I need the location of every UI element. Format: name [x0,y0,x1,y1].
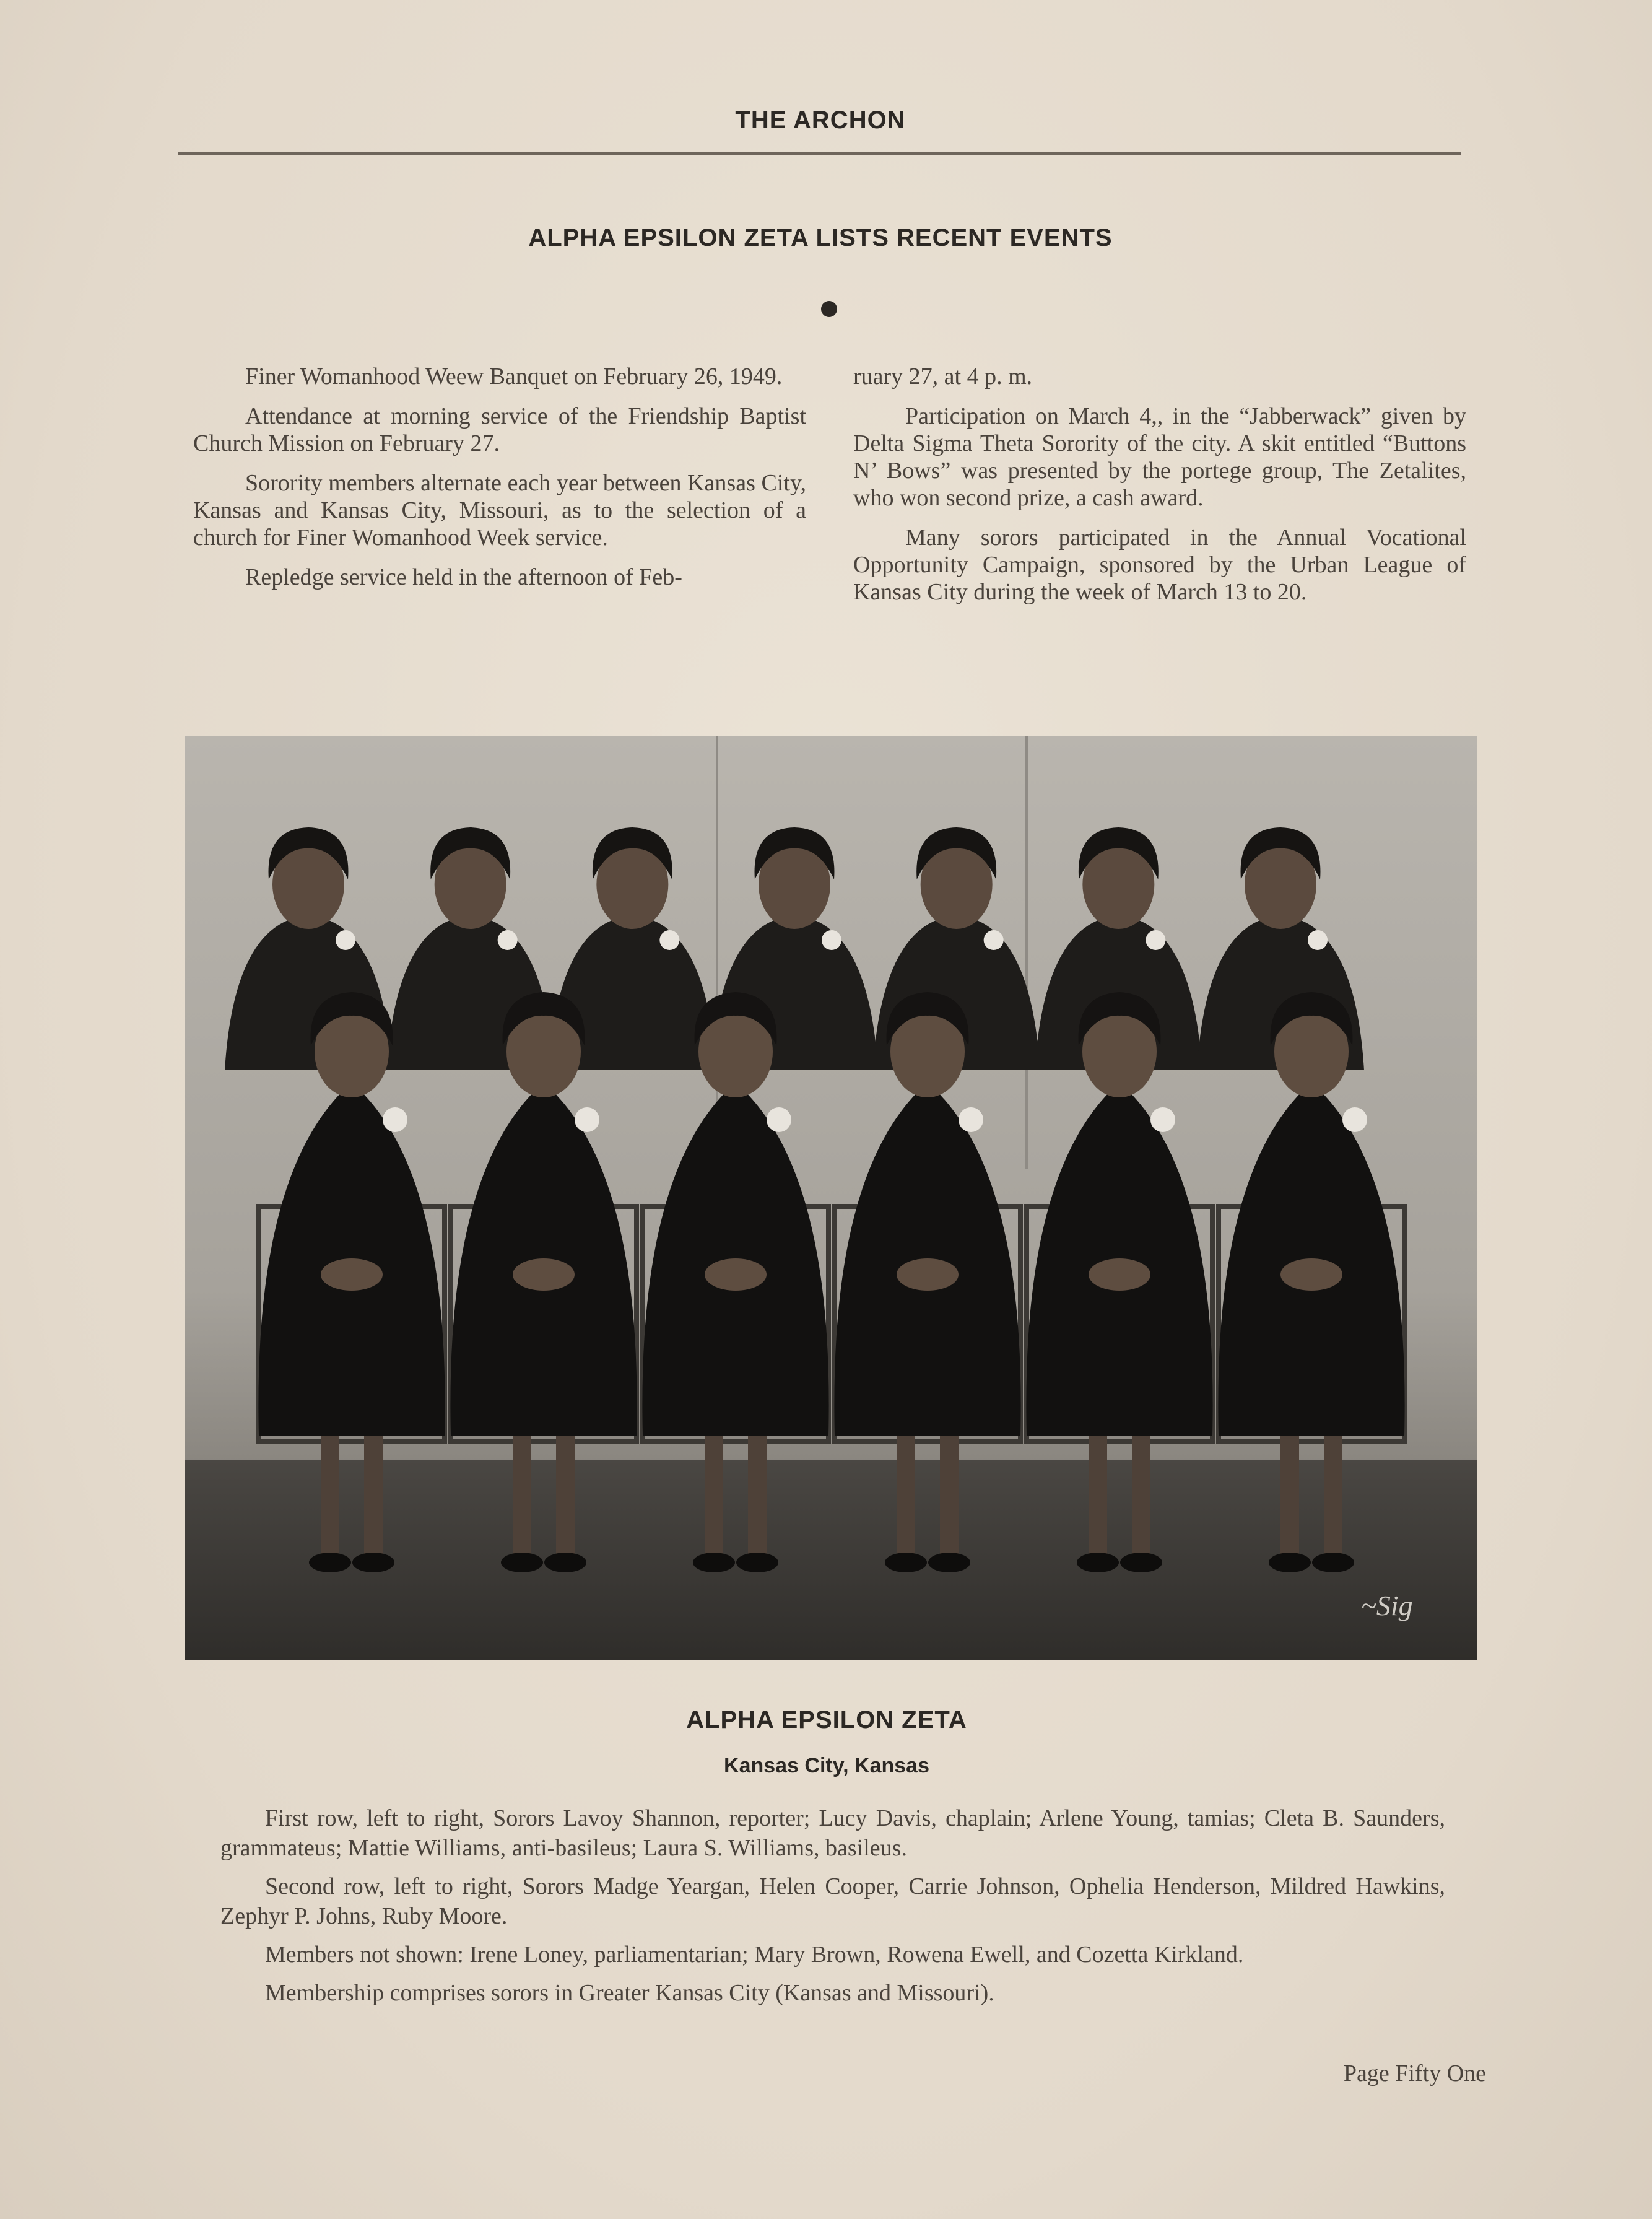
group-photo-illustration [185,736,1477,1660]
corsage-flower [822,930,841,950]
article-paragraph: ruary 27, at 4 p. m. [853,364,1033,390]
person-leg [705,1436,723,1559]
article-paragraph: Finer Womanhood Weew Banquet on February 26, 1949. [245,364,783,390]
group-photograph [185,736,1477,1660]
person-leg [1280,1436,1299,1559]
person-shoe [544,1553,586,1572]
caption-subtitle: Kansas City, Kansas [724,1754,929,1777]
person-leg [364,1436,383,1559]
article-paragraph: Sorority members alternate each year between Kansas City, Kansas and Kansas City, Missouri, as to the selection of a church for Finer Womanhood Week service. [193,470,806,551]
person-leg [1324,1436,1342,1559]
person-hands [513,1258,575,1291]
caption-body [220,1803,1445,2016]
article-right-column [853,363,1466,618]
corsage-flower [336,930,355,950]
person-shoe [501,1553,543,1572]
caption-title: ALPHA EPSILON ZETA [686,1706,967,1733]
article-paragraph: Many sorors participated in the Annual Vocational Opportunity Campaign, sponsored by the Urban League of Kansas City during the week of March 13 to 20. [853,525,1466,605]
person-shoe [1312,1553,1354,1572]
person-shoe [1269,1553,1311,1572]
person-shoe [885,1553,927,1572]
caption-paragraph: Second row, left to right, Sorors Madge Yeargan, Helen Cooper, Carrie Johnson, Ophelia Henderson, Mildred Hawkins, Zephyr P. Johns, Ruby Moore. [220,1873,1445,1929]
person-leg [940,1436,959,1559]
person-leg [556,1436,575,1559]
corsage-flower [767,1107,791,1132]
caption-paragraph: Membership comprises sorors in Greater Kansas City (Kansas and Missouri). [265,1980,994,2006]
person-shoe [309,1553,351,1572]
person-leg [321,1436,339,1559]
person-hands [705,1258,767,1291]
person-hands [1089,1258,1150,1291]
corsage-flower [1150,1107,1175,1132]
photographer-signature: ~Sig [1361,1590,1413,1621]
corsage-flower [1308,930,1328,950]
corsage-flower [659,930,679,950]
article-paragraph: Participation on March 4,, in the “Jabberwack” given by Delta Sigma Theta Sorority of the city. A skit entitled “Buttons N’ Bows” was presented by the portege group, The Zetalites, who won second prize, a cash award. [853,403,1466,511]
caption-paragraph: First row, left to right, Sorors Lavoy Shannon, reporter; Lucy Davis, chaplain; Arlene Young, tamias; Cleta B. Saunders, grammateus; Mattie Williams, anti-basileus; Laura S. Williams, basileus. [220,1805,1445,1861]
person-shoe [736,1553,778,1572]
person-shoe [1077,1553,1119,1572]
corsage-flower [984,930,1004,950]
corsage-flower [383,1107,407,1132]
article-paragraph: Repledge service held in the afternoon of Feb- [245,564,682,590]
person-leg [1132,1436,1150,1559]
title-bullet-ornament [821,301,837,317]
person-shoe [693,1553,735,1572]
person-leg [748,1436,767,1559]
article-paragraph: Attendance at morning service of the Friendship Baptist Church Mission on February 27. [193,403,806,456]
person-leg [1089,1436,1107,1559]
person-shoe [352,1553,394,1572]
person-shoe [1120,1553,1162,1572]
corsage-flower [1146,930,1165,950]
person-leg [513,1436,531,1559]
person-shoe [928,1553,970,1572]
corsage-flower [498,930,518,950]
caption-paragraph: Members not shown: Irene Loney, parliamentarian; Mary Brown, Rowena Ewell, and Cozetta Kirkland. [265,1942,1244,1968]
person-hands [1280,1258,1342,1291]
corsage-flower [959,1107,983,1132]
person-hands [897,1258,959,1291]
article-title: ALPHA EPSILON ZETA LISTS RECENT EVENTS [528,224,1113,251]
article-left-column [193,363,806,603]
person-leg [897,1436,915,1559]
running-head: THE ARCHON [735,107,906,134]
page-number: Page Fifty One [1343,2060,1486,2086]
header-rule [178,152,1461,155]
corsage-flower [575,1107,599,1132]
person-hands [321,1258,383,1291]
corsage-flower [1342,1107,1367,1132]
